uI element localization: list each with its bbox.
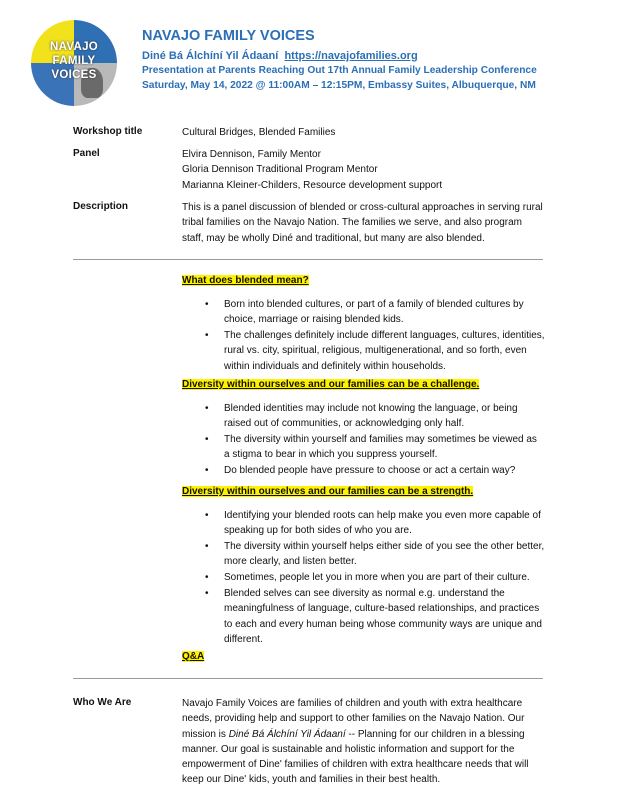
bullet-list bbox=[205, 508, 545, 648]
section-heading: Diversity within ourselves and our families can be a challenge. bbox=[182, 379, 480, 390]
presentation-title: Presentation at Parents Reaching Out 17th Annual Family Leadership Conference bbox=[142, 65, 537, 76]
navajo-family-voices-logo bbox=[31, 20, 117, 106]
who-we-are-text bbox=[182, 696, 544, 788]
who-text-start: Navajo Family Voices are families of children and youth with extra healthcare needs, providing help and support to other families on the Navajo Nation. Our mission is bbox=[182, 698, 525, 740]
workshop-label: Workshop title bbox=[73, 126, 143, 137]
logo-line-1: NAVAJO bbox=[49, 41, 99, 53]
website-link[interactable]: https://navajofamilies.org bbox=[284, 50, 418, 62]
list-item: • The challenges definitely include different languages, cultures, identities, rural vs. city, spiritual, religious, multigenerational, and so forth, even within individuals and definitely within households. bbox=[205, 328, 545, 374]
list-item: • Do blended people have pressure to choose or act a certain way? bbox=[205, 463, 545, 478]
panel-label: Panel bbox=[73, 148, 100, 159]
divider bbox=[73, 259, 543, 260]
logo-line-3: VOICES bbox=[51, 69, 97, 81]
bullet-list bbox=[205, 297, 545, 374]
list-item: • Born into blended cultures, or part of a family of blended cultures by choice, marriage or raising blended kids. bbox=[205, 297, 545, 328]
tagline-row bbox=[142, 50, 418, 62]
list-item: • Sometimes, people let you in more when you are part of their culture. bbox=[205, 570, 545, 585]
qa-heading: Q&A bbox=[182, 651, 205, 662]
panel-member: Marianna Kleiner-Childers, Resource development support bbox=[182, 179, 443, 191]
org-name: NAVAJO FAMILY VOICES bbox=[142, 28, 315, 44]
panel-member: Gloria Dennison Traditional Program Mentor bbox=[182, 164, 378, 176]
tagline: Diné Bá Álchíní Yil Ádaaní bbox=[142, 50, 279, 62]
panel-members bbox=[182, 147, 544, 193]
list-item: • The diversity within yourself and families may sometimes be viewed as a stigma to bear in which you suppress yourself. bbox=[205, 432, 545, 463]
list-item: • Blended identities may include not knowing the language, or being raised out of communities, or acknowledging only half. bbox=[205, 401, 545, 432]
panel-member: Elvira Dennison, Family Mentor bbox=[182, 149, 321, 160]
description-text: This is a panel discussion of blended or cross-cultural approaches in serving rural tribal families on the Navajo Nation. The families we serve, and also program staff, may be wholly Diné and traditional, but many are also blended. bbox=[182, 202, 543, 244]
section-heading: Diversity within ourselves and our families can be a strength. bbox=[182, 486, 474, 497]
section-heading: What does blended mean? bbox=[182, 275, 309, 286]
logo-line-2: FAMILY bbox=[52, 55, 96, 67]
list-item: • Identifying your blended roots can help make you even more capable of speaking up for both sides of who you are. bbox=[205, 508, 545, 539]
mission-name: Diné Bá Álchíní Yil Ádaaní bbox=[228, 728, 346, 740]
bullet-list bbox=[205, 401, 545, 479]
who-text-end: -- Planning for our children in a blessing manner. Our goal is sustainable and holistic information and support for the empowerment of Dine' families of children with extra healthcare needs that will keep our Dine' kids, youth and families in their best health. bbox=[182, 728, 529, 786]
divider bbox=[73, 678, 543, 679]
workshop-title: Cultural Bridges, Blended Families bbox=[182, 127, 336, 138]
list-item: • The diversity within yourself helps either side of you see the other better, more clearly, and listen better. bbox=[205, 539, 545, 570]
who-we-are-label: Who We Are bbox=[73, 697, 132, 708]
date-location: Saturday, May 14, 2022 @ 11:00AM – 12:15PM, Embassy Suites, Albuquerque, NM bbox=[142, 80, 536, 91]
list-item: • Blended selves can see diversity as normal e.g. understand the meaningfulness of language, culture-based relationships, and practices to each and every human being whose community ways are unique and different. bbox=[205, 586, 545, 647]
description-label: Description bbox=[73, 201, 129, 212]
